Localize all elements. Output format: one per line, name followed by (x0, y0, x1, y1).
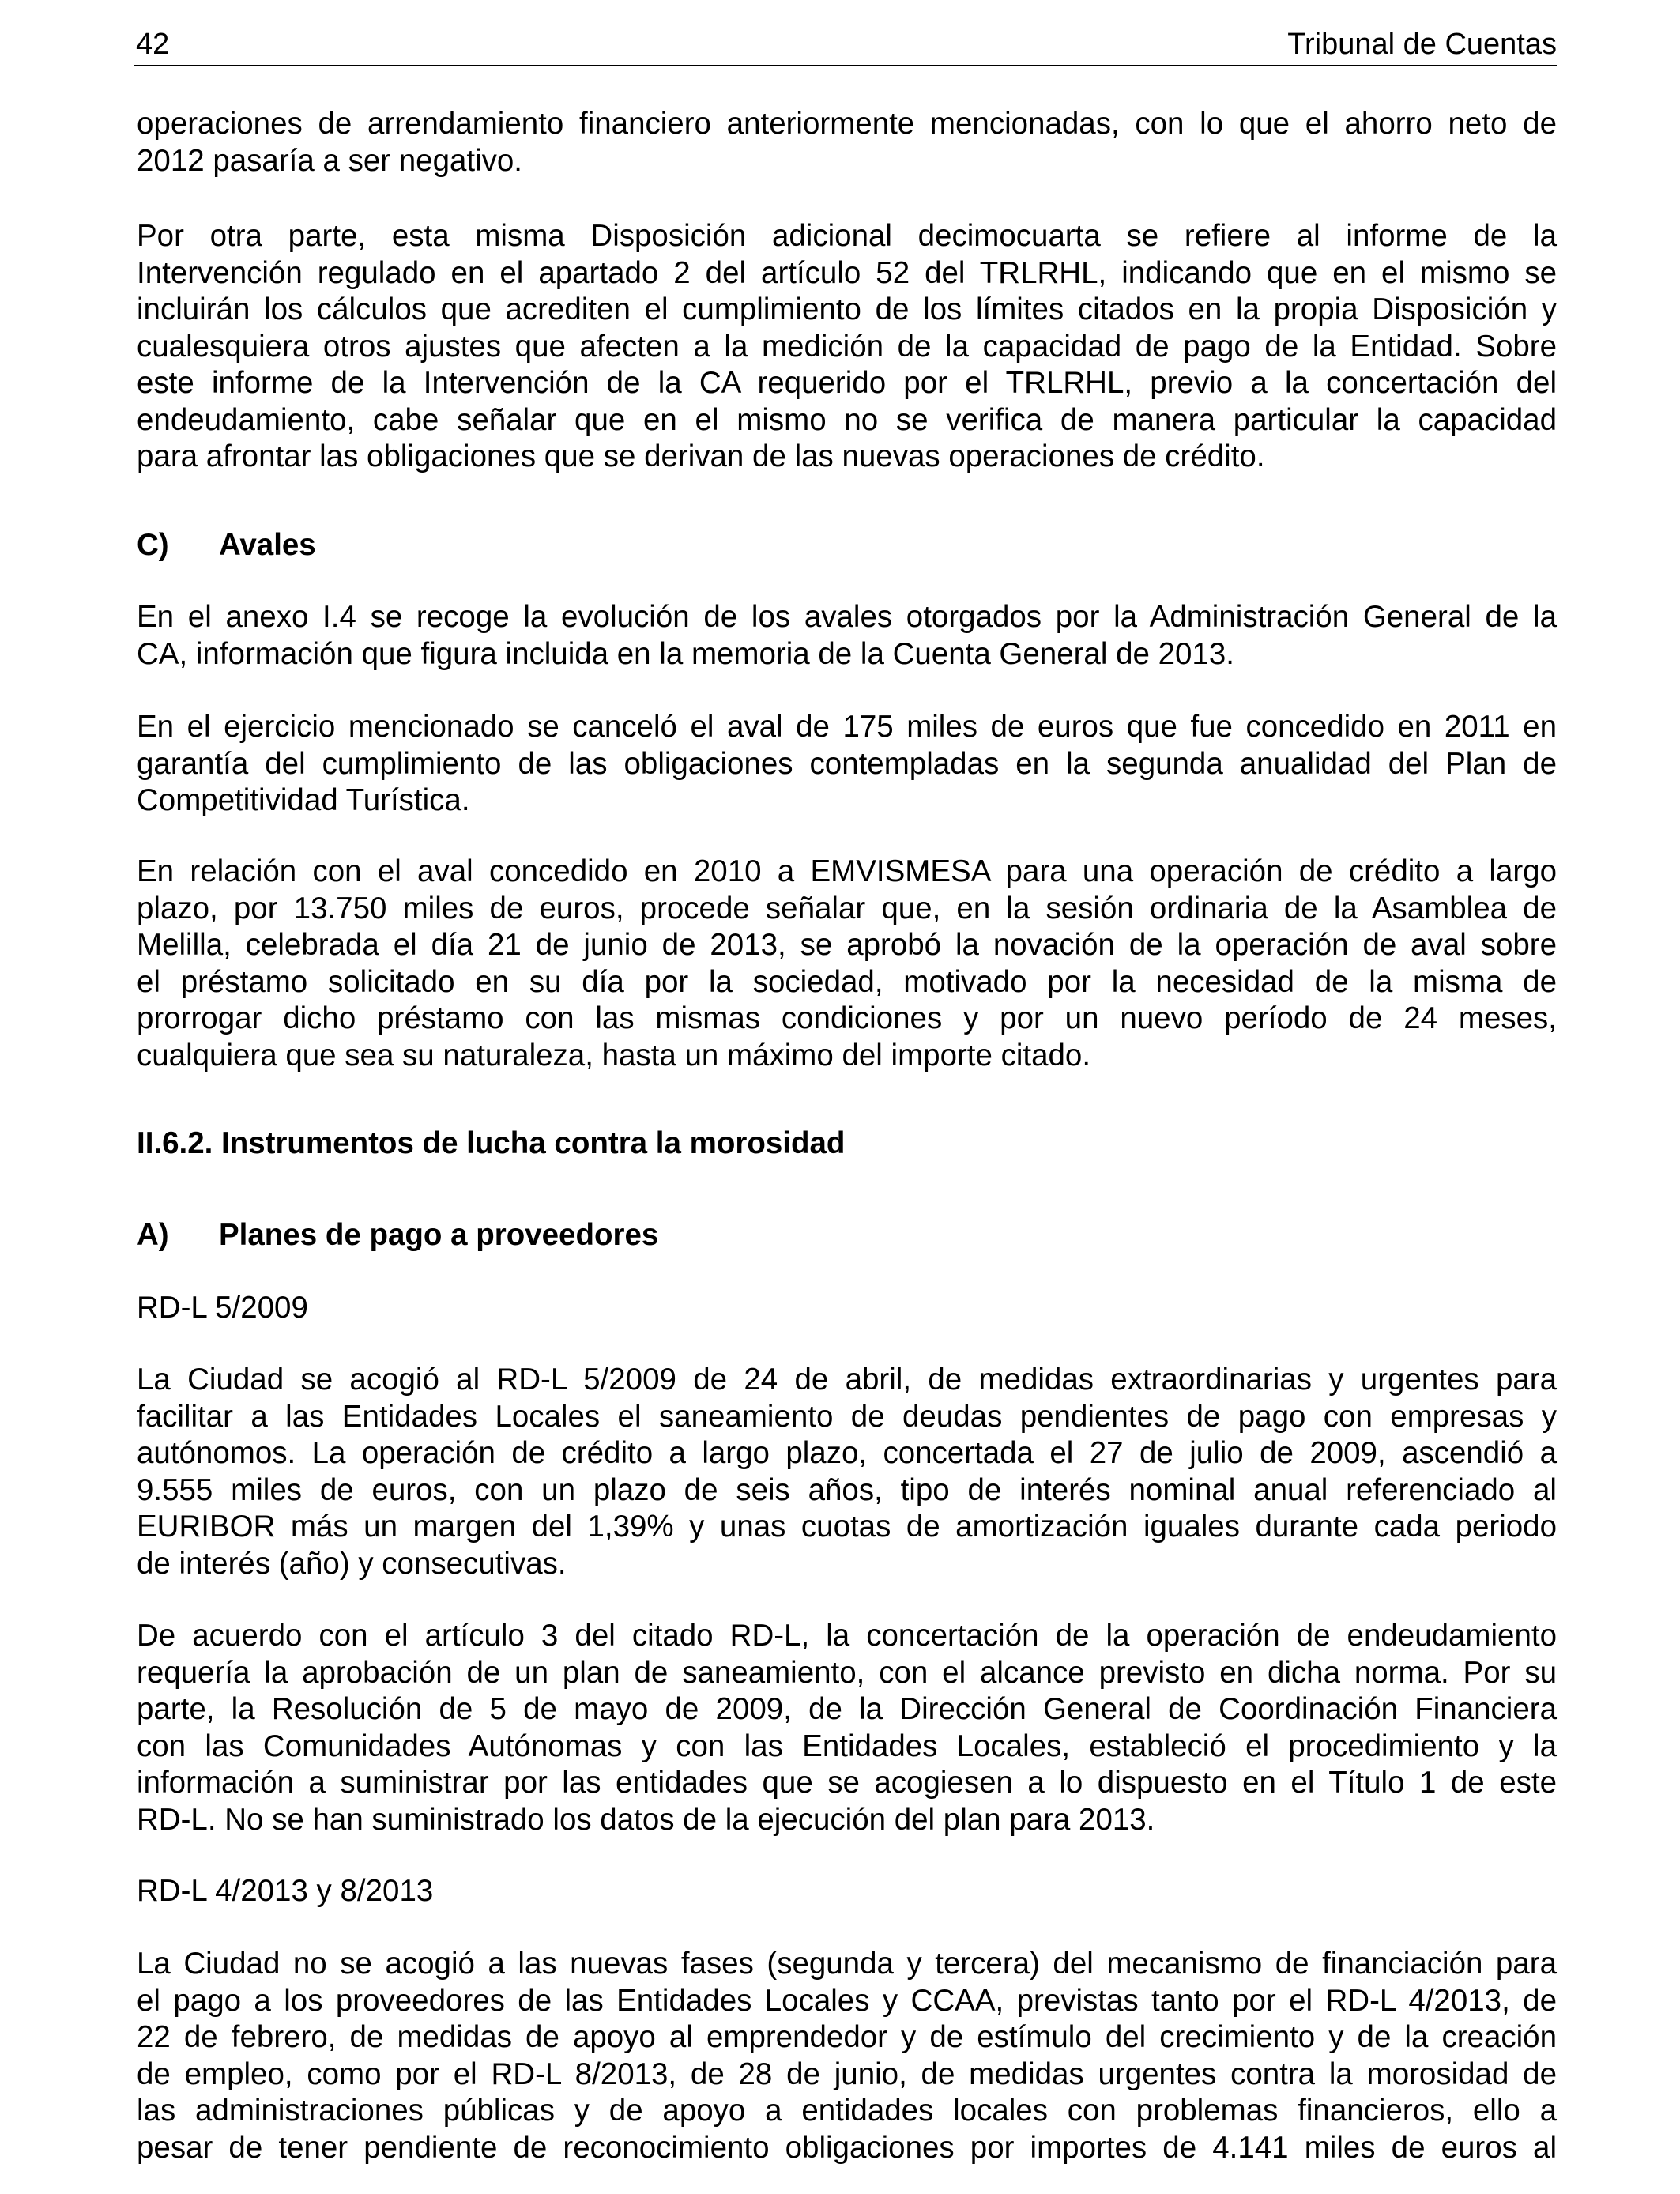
paragraph-line: cualesquiera otros ajustes que afecten a la medición de la capacidad de pago de la Entidad. Sobre (137, 329, 1557, 364)
subheading-title: Avales (219, 528, 316, 562)
section-heading: II.6.2. Instrumentos de lucha contra la morosidad (137, 1126, 846, 1160)
paragraph-line: prorrogar dicho préstamo con las mismas condiciones y por un nuevo período de 24 meses, (137, 1001, 1557, 1035)
subheading-letter: A) (137, 1218, 169, 1252)
paragraph-2 (137, 218, 1557, 476)
paragraph-line: incluirán los cálculos que acrediten el cumplimiento de los límites citados en la propia Disposición y (137, 292, 1557, 326)
paragraph-line: La Ciudad se acogió al RD-L 5/2009 de 24 de abril, de medidas extraordinarias y urgentes para (137, 1363, 1557, 1397)
paragraph-line: La Ciudad no se acogió a las nuevas fases (segunda y tercera) del mecanismo de financiación para (137, 1947, 1557, 1981)
paragraph-line: Por otra parte, esta misma Disposición adicional decimocuarta se refiere al informe de la (137, 219, 1557, 253)
paragraph-line: requería la aprobación de un plan de saneamiento, con el alcance previsto en dicha norma. Por su (137, 1655, 1557, 1690)
paragraph-line: 22 de febrero, de medidas de apoyo al emprendedor y de estímulo del crecimiento y de la creación (137, 2020, 1557, 2054)
subheading-letter: C) (137, 528, 169, 562)
paragraph-line: operaciones de arrendamiento financiero anteriormente mencionadas, con lo que el ahorro neto de (137, 107, 1557, 141)
paragraph-line: plazo, por 13.750 miles de euros, procede señalar que, en la sesión ordinaria de la Asamblea de (137, 891, 1557, 925)
paragraph-line: el pago a los proveedores de las Entidades Locales y CCAA, previstas tanto por el RD-L 4/2013, de (137, 1983, 1557, 2018)
paragraph-line: de interés (año) y consecutivas. (137, 1546, 567, 1581)
rdl-2009-label: RD-L 5/2009 (137, 1291, 308, 1325)
subheading-title: Planes de pago a proveedores (219, 1218, 659, 1252)
paragraph-line: garantía del cumplimiento de las obligaciones contempladas en la segunda anualidad del Plan de (137, 746, 1557, 781)
paragraph-line: Intervención regulado en el apartado 2 del artículo 52 del TRLRHL, indicando que en el mismo se (137, 255, 1557, 290)
paragraph-line: las administraciones públicas y de apoyo a entidades locales con problemas financieros, ello a (137, 2094, 1557, 2128)
paragraph-line: 9.555 miles de euros, con un plazo de seis años, tipo de interés nominal anual referenciado al (137, 1472, 1557, 1507)
paragraph-line: En relación con el aval concedido en 2010 a EMVISMESA para una operación de crédito a largo (137, 854, 1557, 888)
paragraph-line: con las Comunidades Autónomas y con las Entidades Locales, estableció el procedimiento y la (137, 1728, 1557, 1763)
paragraph-line: endeudamiento, cabe señalar que en el mismo no se verifica de manera particular la capacidad (137, 402, 1557, 437)
paragraph-line: de empleo, como por el RD-L 8/2013, de 28 de junio, de medidas urgentes contra la morosidad de (137, 2056, 1557, 2091)
paragraph-line: EURIBOR más un margen del 1,39% y unas cuotas de amortización iguales durante cada periodo (137, 1510, 1557, 1544)
paragraph-3 (137, 599, 1557, 673)
paragraph-line: autónomos. La operación de crédito a largo plazo, concertada el 27 de julio de 2009, ascendió a (137, 1436, 1557, 1470)
paragraph-line: Melilla, celebrada el día 21 de junio de 2013, se aprobó la novación de la operación de aval sobre (137, 928, 1557, 962)
paragraph-5 (137, 854, 1557, 1074)
page-number: 42 (136, 28, 170, 61)
paragraph-line: CA, información que figura incluida en la memoria de la Cuenta General de 2013. (137, 636, 1234, 671)
page-header (134, 25, 1557, 66)
paragraph-line: facilitar a las Entidades Locales el saneamiento de deudas pendientes de pago con empresas y (137, 1399, 1557, 1434)
header-organization: Tribunal de Cuentas (1287, 28, 1557, 61)
paragraph-line: para afrontar las obligaciones que se derivan de las nuevas operaciones de crédito. (137, 439, 1265, 473)
paragraph-line: información a suministrar por las entidades que se acogiesen a lo dispuesto en el Título 1 de este (137, 1766, 1557, 1800)
paragraph-line: el préstamo solicitado en su día por la sociedad, motivado por la necesidad de la misma de (137, 964, 1557, 999)
paragraph-line: cualquiera que sea su naturaleza, hasta un máximo del importe citado. (137, 1038, 1091, 1072)
paragraph-4 (137, 709, 1557, 820)
paragraph-line: RD-L. No se han suministrado los datos de la ejecución del plan para 2013. (137, 1802, 1155, 1837)
paragraph-line: En el ejercicio mencionado se canceló el aval de 175 miles de euros que fue concedido en 2011 en (137, 710, 1557, 744)
paragraph-line: Competitividad Turística. (137, 783, 470, 817)
paragraph-line: 2012 pasaría a ser negativo. (137, 143, 522, 178)
paragraph-line: De acuerdo con el artículo 3 del citado RD-L, la concertación de la operación de endeudamiento (137, 1619, 1557, 1653)
paragraph-line: parte, la Resolución de 5 de mayo de 2009, de la Dirección General de Coordinación Financiera (137, 1692, 1557, 1726)
rdl-2013-label: RD-L 4/2013 y 8/2013 (137, 1874, 434, 1908)
paragraph-line: En el anexo I.4 se recoge la evolución de los avales otorgados por la Administración General de la (137, 600, 1557, 634)
paragraph-7 (137, 1618, 1557, 1838)
paragraph-line: pesar de tener pendiente de reconocimiento obligaciones por importes de 4.141 miles de euros al (137, 2130, 1557, 2165)
paragraph-line: este informe de la Intervención de la CA requerido por el TRLRHL, previo a la concertación del (137, 366, 1557, 400)
paragraph-1 (137, 106, 1557, 179)
paragraph-6 (137, 1362, 1557, 1582)
paragraph-8 (137, 1946, 1557, 2166)
